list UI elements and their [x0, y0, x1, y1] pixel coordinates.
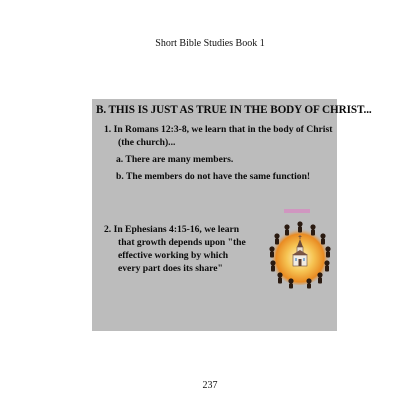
point-1-sub-a: a. There are many members. [116, 154, 234, 165]
point-2-line-1: 2. In Ephesians 4:15-16, we learn [104, 224, 240, 235]
page-number: 237 [202, 380, 218, 391]
point-1-line-2: (the church)... [118, 137, 176, 148]
running-header: Short Bible Studies Book 1 [155, 38, 265, 49]
church-with-people-circle-icon [264, 207, 336, 289]
point-2-line-4: every part does its share" [118, 263, 223, 274]
point-1-sub-b: b. The members do not have the same function! [116, 171, 311, 182]
slide-heading: B. THIS IS JUST AS TRUE IN THE BODY OF CHRIST... [96, 104, 372, 116]
point-2-line-2: that growth depends upon "the [118, 237, 246, 248]
point-2-line-3: effective working by which [118, 250, 229, 261]
slide [92, 99, 372, 331]
point-1-line-1: 1. In Romans 12:3-8, we learn that in the body of Christ [104, 124, 333, 135]
